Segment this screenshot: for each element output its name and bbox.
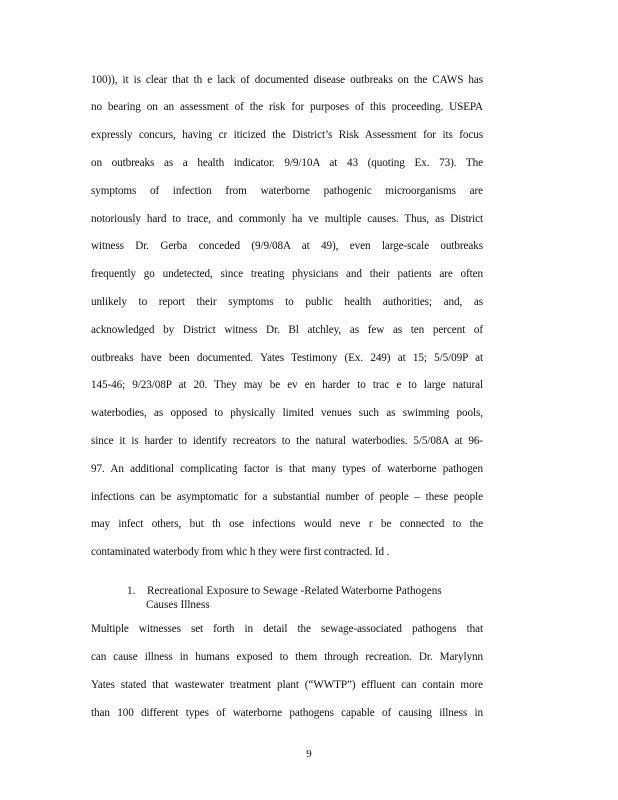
section-heading [127,584,447,612]
body-text-line: 100)), it is clear that th e lack of documented disease outbreaks on the CAWS has [91,74,483,86]
body-text-line: contaminated waterbody from whic h they were first contracted. Id . [91,546,390,558]
body-text-line: frequently go undetected, since treating physicians and their patients are often [91,268,483,280]
body-text-line: may infect others, but th ose infections would neve r be connected to the [91,518,483,530]
body-text-line: 97. An additional complicating factor is that many types of waterborne pathogen [91,463,483,475]
body-text-line: infections can be asymptomatic for a substantial number of people – these people [91,491,483,503]
body-text-line: Multiple witnesses set forth in detail the sewage-associated pathogens that [91,623,483,635]
page-number: 9 [306,748,312,760]
body-text-line: on outbreaks as a health indicator. 9/9/10A at 43 (quoting Ex. 73). The [91,157,483,169]
body-text-line: acknowledged by District witness Dr. Bl atchley, as few as ten percent of [91,324,483,336]
section-heading-title-continued: Causes Illness [146,599,210,611]
body-text-line: can cause illness in humans exposed to them through recreation. Dr. Marylynn [91,651,483,663]
body-text-line: waterbodies, as opposed to physically limited venues such as swimming pools, [91,407,483,419]
body-text-line: outbreaks have been documented. Yates Testimony (Ex. 249) at 15; 5/5/09P at [91,352,483,364]
body-text-line: unlikely to report their symptoms to public health authorities; and, as [91,296,483,308]
section-heading-number: 1. [127,585,136,597]
body-text-line: Yates stated that wastewater treatment plant (“WWTP”) effluent can contain more [91,679,483,691]
body-text-line: symptoms of infection from waterborne pathogenic microorganisms are [91,185,483,197]
body-text-line: witness Dr. Gerba conceded (9/9/08A at 49), even large-scale outbreaks [91,240,483,252]
body-text-line: expressly concurs, having cr iticized the District’s Risk Assessment for its focus [91,129,483,141]
body-text-line: no bearing on an assessment of the risk for purposes of this proceeding. USEPA [91,101,483,113]
body-text-line: 145-46; 9/23/08P at 20. They may be ev en harder to trac e to large natural [91,379,483,391]
body-text-line: than 100 different types of waterborne pathogens capable of causing illness in [91,707,483,719]
body-text-line: since it is harder to identify recreators to the natural waterbodies. 5/5/08A at 96- [91,435,483,447]
section-heading-title: Recreational Exposure to Sewage -Related Waterborne Pathogens [147,585,442,597]
body-text-line: notoriously hard to trace, and commonly ha ve multiple causes. Thus, as District [91,213,483,225]
